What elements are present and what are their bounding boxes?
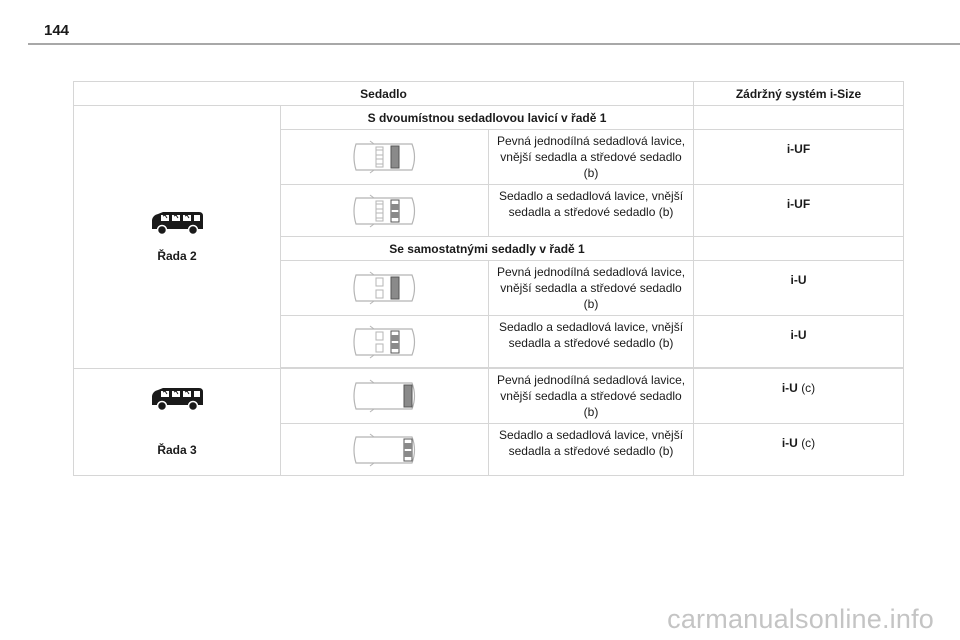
seat-description: Sedadlo a sedadlová lavice, vnější sedadla a středové sedadlo (b) — [489, 185, 694, 237]
seat-layout-cell — [281, 424, 489, 476]
row-2-label-cell — [74, 106, 281, 369]
seat-layout-cell — [281, 130, 489, 185]
table-header-row — [74, 82, 904, 106]
isize-cell — [694, 424, 904, 476]
seat-description: Sedadlo a sedadlová lavice, vnější sedadla a středové sedadlo (b) — [489, 424, 694, 476]
isize-value: i-UF — [786, 197, 811, 211]
seat-layout-icon — [350, 431, 420, 469]
isize-cell — [694, 185, 904, 237]
seat-layout-icon — [350, 377, 420, 415]
empty-cell — [694, 237, 904, 261]
seat-layout-icon — [350, 269, 420, 307]
seat-layout-cell — [281, 185, 489, 237]
seat-layout-cell — [281, 369, 489, 424]
group-title: S dvoumístnou sedadlovou lavicí v řadě 1 — [281, 106, 694, 130]
seat-description: Pevná jednodílná sedadlová lavice, vnější sedadla a středové sedadlo (b) — [489, 369, 694, 424]
page-number: 144 — [44, 22, 70, 39]
seat-layout-icon — [350, 323, 420, 361]
seat-description: Sedadlo a sedadlová lavice, vnější sedadla a středové sedadlo (b) — [489, 316, 694, 368]
van-side-icon — [149, 386, 205, 412]
row-3-label: Řada 3 — [157, 443, 197, 457]
isize-cell — [694, 369, 904, 424]
isize-value: i-UF — [786, 142, 811, 156]
row-2-label: Řada 2 — [157, 249, 197, 263]
header-rule — [28, 43, 960, 45]
header-seat: Sedadlo — [74, 82, 694, 106]
isize-value: i-U — [781, 381, 798, 395]
empty-cell — [694, 106, 904, 130]
seat-description: Pevná jednodílná sedadlová lavice, vnější sedadla a středové sedadlo (b) — [489, 261, 694, 316]
seat-description: Pevná jednodílná sedadlová lavice, vnější sedadla a středové sedadlo (b) — [489, 130, 694, 185]
seat-layout-icon — [350, 192, 420, 230]
group-title: Se samostatnými sedadly v řadě 1 — [281, 237, 694, 261]
van-side-icon — [149, 210, 205, 236]
isize-note: (c) — [801, 381, 816, 395]
isize-value: i-U — [790, 328, 807, 342]
header-system: Zádržný systém i-Size — [694, 82, 904, 106]
table-row — [74, 369, 904, 424]
isize-value: i-U — [781, 436, 798, 450]
seat-layout-icon — [350, 138, 420, 176]
isize-note: (c) — [801, 436, 816, 450]
row-3-label-cell — [74, 369, 281, 476]
isize-value: i-U — [790, 273, 807, 287]
seat-layout-cell — [281, 261, 489, 316]
isize-cell — [694, 130, 904, 185]
seat-layout-cell — [281, 316, 489, 368]
seat-compatibility-table — [73, 81, 904, 476]
isize-cell — [694, 261, 904, 316]
group-header-row — [74, 106, 904, 130]
isize-cell — [694, 316, 904, 368]
watermark: carmanualsonline.info — [667, 604, 934, 634]
